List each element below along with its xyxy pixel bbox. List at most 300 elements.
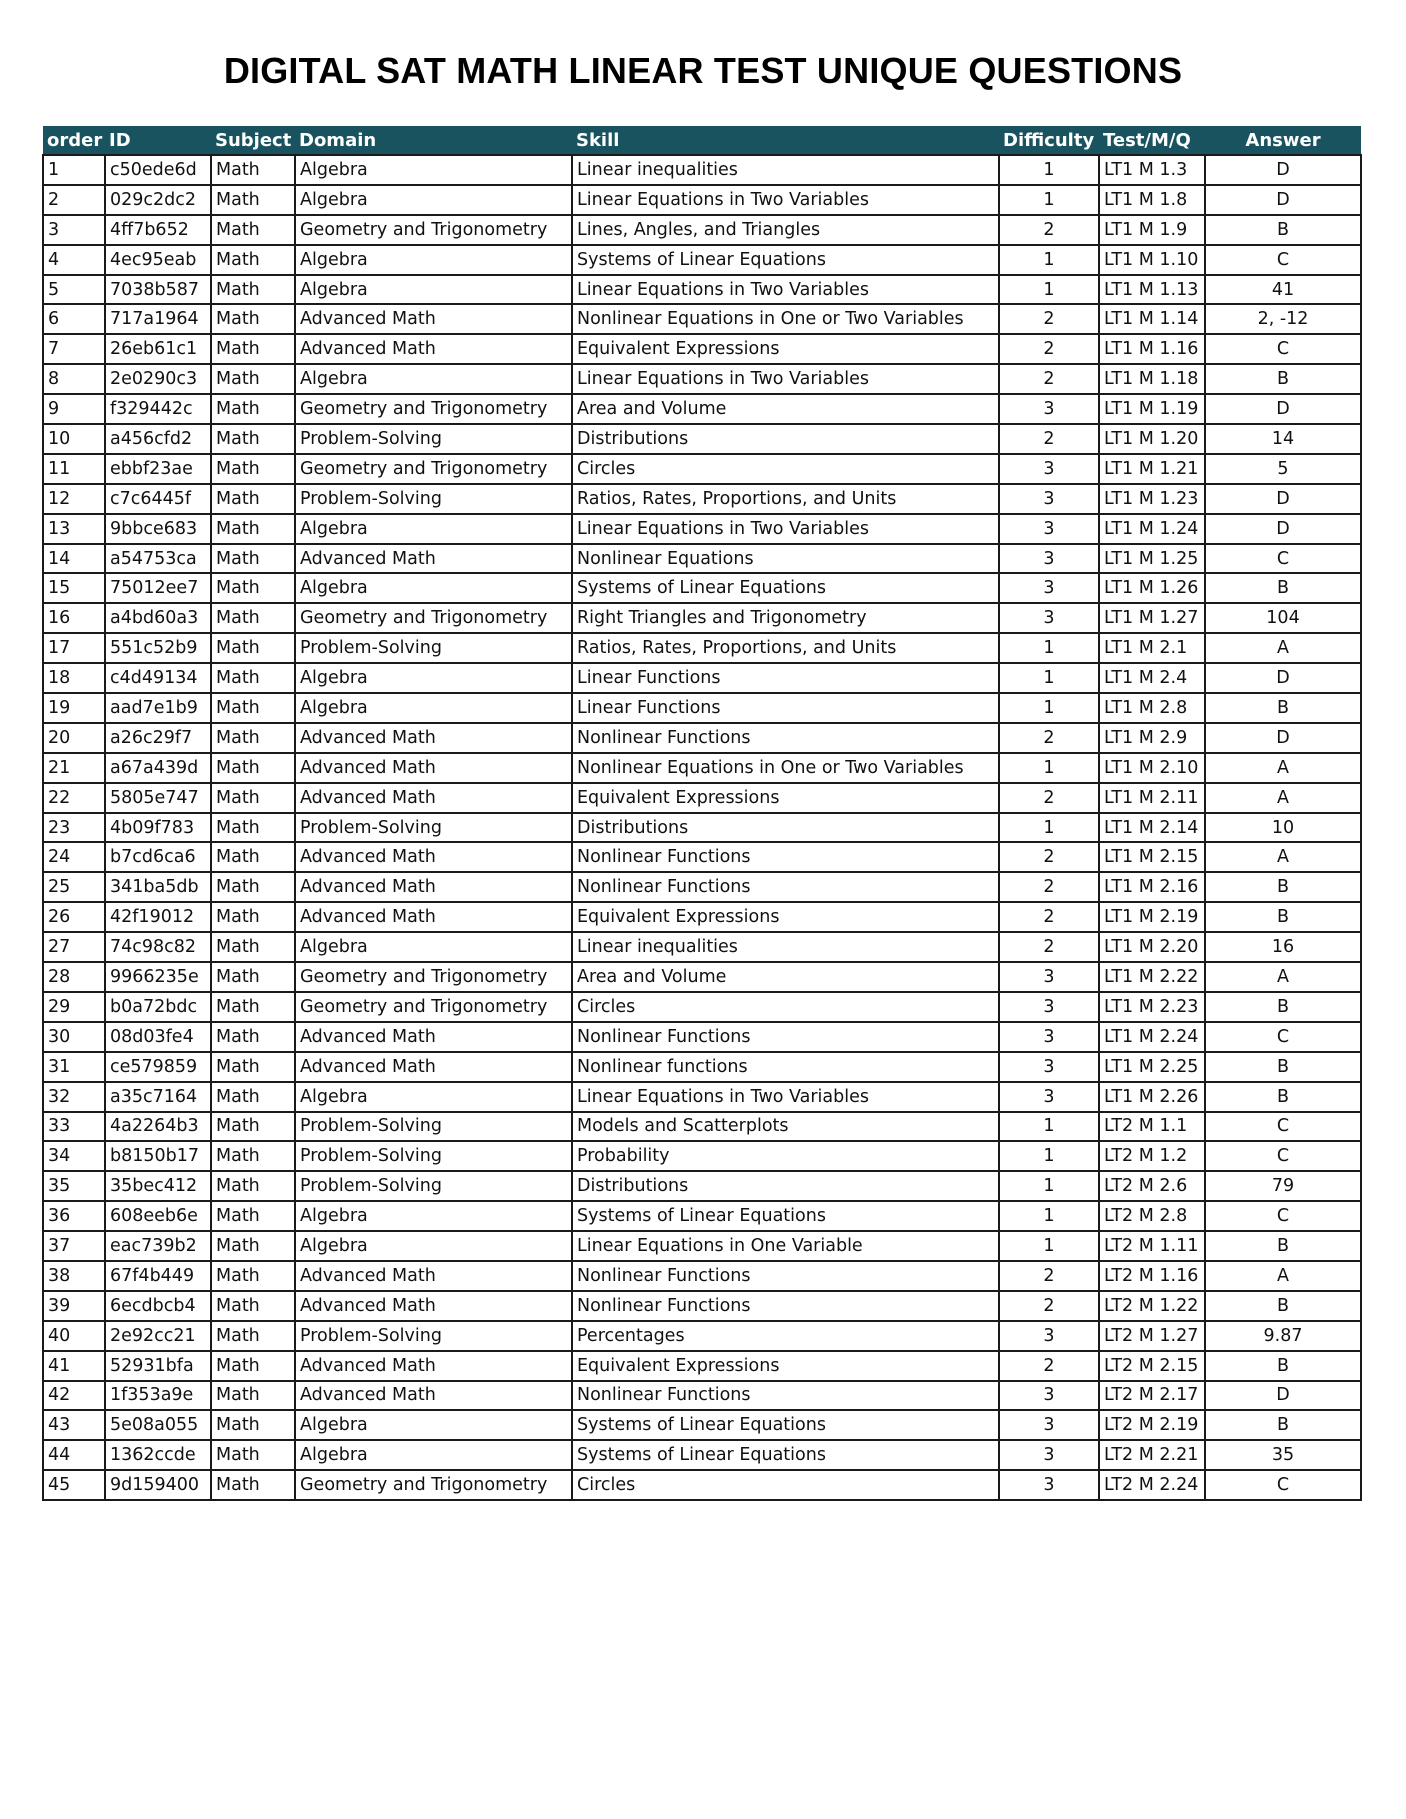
cell-skill: Distributions	[572, 424, 999, 454]
cell-difficulty: 1	[999, 1171, 1099, 1201]
page-title: DIGITAL SAT MATH LINEAR TEST UNIQUE QUESTIONS	[223, 50, 1183, 91]
cell-difficulty: 2	[999, 932, 1099, 962]
cell-domain: Algebra	[295, 1201, 572, 1231]
cell-domain: Algebra	[295, 1410, 572, 1440]
cell-test: LT2 M 1.11	[1099, 1231, 1205, 1261]
cell-order: 15	[43, 573, 105, 603]
table-body	[43, 155, 1361, 1500]
cell-order: 4	[43, 245, 105, 275]
cell-test: LT1 M 1.23	[1099, 484, 1205, 514]
cell-subject: Math	[211, 334, 295, 364]
cell-id: b7cd6ca6	[105, 842, 211, 872]
cell-answer: 10	[1205, 813, 1361, 843]
column-header-domain: Domain	[295, 126, 572, 155]
table-row	[43, 304, 1361, 334]
cell-domain: Problem-Solving	[295, 1171, 572, 1201]
cell-order: 26	[43, 902, 105, 932]
cell-skill: Linear Equations in Two Variables	[572, 1082, 999, 1112]
cell-subject: Math	[211, 1201, 295, 1231]
cell-subject: Math	[211, 663, 295, 693]
cell-test: LT1 M 2.25	[1099, 1052, 1205, 1082]
cell-id: c50ede6d	[105, 155, 211, 185]
cell-answer: C	[1205, 1141, 1361, 1171]
cell-subject: Math	[211, 275, 295, 305]
cell-subject: Math	[211, 1351, 295, 1381]
table-row	[43, 364, 1361, 394]
cell-skill: Area and Volume	[572, 394, 999, 424]
cell-skill: Linear inequalities	[572, 932, 999, 962]
cell-id: a54753ca	[105, 544, 211, 574]
cell-domain: Advanced Math	[295, 1052, 572, 1082]
cell-id: 08d03fe4	[105, 1022, 211, 1052]
cell-subject: Math	[211, 1410, 295, 1440]
cell-subject: Math	[211, 1052, 295, 1082]
cell-answer: 41	[1205, 275, 1361, 305]
cell-answer: B	[1205, 1291, 1361, 1321]
cell-test: LT1 M 2.15	[1099, 842, 1205, 872]
cell-id: 5e08a055	[105, 1410, 211, 1440]
cell-subject: Math	[211, 1381, 295, 1411]
cell-difficulty: 3	[999, 603, 1099, 633]
cell-domain: Geometry and Trigonometry	[295, 603, 572, 633]
cell-answer: C	[1205, 1022, 1361, 1052]
cell-skill: Ratios, Rates, Proportions, and Units	[572, 633, 999, 663]
cell-difficulty: 3	[999, 394, 1099, 424]
cell-difficulty: 2	[999, 723, 1099, 753]
cell-skill: Circles	[572, 454, 999, 484]
cell-domain: Algebra	[295, 1082, 572, 1112]
table-row	[43, 1141, 1361, 1171]
cell-skill: Lines, Angles, and Triangles	[572, 215, 999, 245]
cell-id: 1362ccde	[105, 1440, 211, 1470]
table-row	[43, 1291, 1361, 1321]
cell-id: 35bec412	[105, 1171, 211, 1201]
cell-subject: Math	[211, 872, 295, 902]
table-row	[43, 275, 1361, 305]
cell-domain: Advanced Math	[295, 753, 572, 783]
cell-order: 21	[43, 753, 105, 783]
cell-answer: A	[1205, 962, 1361, 992]
cell-domain: Problem-Solving	[295, 424, 572, 454]
cell-order: 9	[43, 394, 105, 424]
cell-answer: B	[1205, 1351, 1361, 1381]
cell-order: 24	[43, 842, 105, 872]
cell-test: LT1 M 2.20	[1099, 932, 1205, 962]
cell-answer: D	[1205, 723, 1361, 753]
cell-skill: Equivalent Expressions	[572, 902, 999, 932]
cell-id: 341ba5db	[105, 872, 211, 902]
cell-skill: Linear Functions	[572, 663, 999, 693]
cell-answer: B	[1205, 1082, 1361, 1112]
cell-subject: Math	[211, 1470, 295, 1500]
cell-order: 12	[43, 484, 105, 514]
cell-order: 28	[43, 962, 105, 992]
cell-skill: Circles	[572, 1470, 999, 1500]
cell-domain: Advanced Math	[295, 1261, 572, 1291]
cell-id: 52931bfa	[105, 1351, 211, 1381]
cell-id: 4b09f783	[105, 813, 211, 843]
cell-id: 4ec95eab	[105, 245, 211, 275]
column-header-order: order	[43, 126, 105, 155]
cell-domain: Problem-Solving	[295, 813, 572, 843]
cell-skill: Systems of Linear Equations	[572, 1201, 999, 1231]
cell-domain: Problem-Solving	[295, 1141, 572, 1171]
cell-order: 32	[43, 1082, 105, 1112]
cell-skill: Nonlinear Functions	[572, 1291, 999, 1321]
cell-skill: Percentages	[572, 1321, 999, 1351]
cell-test: LT1 M 1.20	[1099, 424, 1205, 454]
cell-test: LT1 M 1.21	[1099, 454, 1205, 484]
table-row	[43, 394, 1361, 424]
table-row	[43, 1440, 1361, 1470]
cell-answer: D	[1205, 155, 1361, 185]
cell-skill: Systems of Linear Equations	[572, 1410, 999, 1440]
cell-answer: C	[1205, 334, 1361, 364]
column-header-skill: Skill	[572, 126, 999, 155]
cell-id: a456cfd2	[105, 424, 211, 454]
cell-difficulty: 1	[999, 663, 1099, 693]
cell-difficulty: 3	[999, 1410, 1099, 1440]
cell-answer: A	[1205, 842, 1361, 872]
cell-order: 18	[43, 663, 105, 693]
cell-skill: Linear Equations in Two Variables	[572, 514, 999, 544]
cell-skill: Distributions	[572, 1171, 999, 1201]
cell-test: LT2 M 1.22	[1099, 1291, 1205, 1321]
table-row	[43, 992, 1361, 1022]
cell-test: LT1 M 1.10	[1099, 245, 1205, 275]
cell-difficulty: 2	[999, 1291, 1099, 1321]
cell-subject: Math	[211, 1321, 295, 1351]
cell-skill: Linear Equations in One Variable	[572, 1231, 999, 1261]
cell-test: LT1 M 1.8	[1099, 185, 1205, 215]
cell-answer: C	[1205, 544, 1361, 574]
cell-test: LT2 M 2.21	[1099, 1440, 1205, 1470]
cell-test: LT1 M 2.24	[1099, 1022, 1205, 1052]
cell-test: LT1 M 2.9	[1099, 723, 1205, 753]
table-row	[43, 514, 1361, 544]
cell-subject: Math	[211, 783, 295, 813]
cell-skill: Equivalent Expressions	[572, 783, 999, 813]
cell-subject: Math	[211, 753, 295, 783]
column-header-answer: Answer	[1205, 126, 1361, 155]
cell-order: 29	[43, 992, 105, 1022]
cell-answer: B	[1205, 573, 1361, 603]
cell-difficulty: 3	[999, 1440, 1099, 1470]
cell-id: 5805e747	[105, 783, 211, 813]
table-row	[43, 813, 1361, 843]
cell-domain: Geometry and Trigonometry	[295, 215, 572, 245]
cell-answer: B	[1205, 872, 1361, 902]
cell-answer: 5	[1205, 454, 1361, 484]
cell-subject: Math	[211, 1082, 295, 1112]
cell-test: LT1 M 1.26	[1099, 573, 1205, 603]
questions-table	[42, 126, 1362, 1501]
cell-answer: 16	[1205, 932, 1361, 962]
table-row	[43, 603, 1361, 633]
table-row	[43, 215, 1361, 245]
cell-test: LT1 M 2.8	[1099, 693, 1205, 723]
cell-domain: Advanced Math	[295, 783, 572, 813]
cell-subject: Math	[211, 902, 295, 932]
cell-answer: A	[1205, 753, 1361, 783]
cell-skill: Linear Equations in Two Variables	[572, 364, 999, 394]
column-header-test: Test/M/Q	[1099, 126, 1205, 155]
cell-skill: Nonlinear Functions	[572, 872, 999, 902]
cell-difficulty: 2	[999, 1351, 1099, 1381]
table-row	[43, 573, 1361, 603]
cell-skill: Nonlinear Equations	[572, 544, 999, 574]
cell-order: 17	[43, 633, 105, 663]
cell-order: 7	[43, 334, 105, 364]
cell-order: 34	[43, 1141, 105, 1171]
table-row	[43, 663, 1361, 693]
cell-answer: D	[1205, 394, 1361, 424]
cell-subject: Math	[211, 1022, 295, 1052]
cell-difficulty: 3	[999, 573, 1099, 603]
cell-test: LT1 M 2.14	[1099, 813, 1205, 843]
cell-subject: Math	[211, 992, 295, 1022]
cell-test: LT1 M 2.22	[1099, 962, 1205, 992]
cell-skill: Systems of Linear Equations	[572, 1440, 999, 1470]
cell-test: LT2 M 1.1	[1099, 1112, 1205, 1142]
table-row	[43, 783, 1361, 813]
cell-order: 40	[43, 1321, 105, 1351]
cell-difficulty: 2	[999, 902, 1099, 932]
cell-domain: Advanced Math	[295, 1022, 572, 1052]
cell-id: a67a439d	[105, 753, 211, 783]
cell-test: LT1 M 2.23	[1099, 992, 1205, 1022]
table-row	[43, 1112, 1361, 1142]
cell-id: 75012ee7	[105, 573, 211, 603]
cell-order: 10	[43, 424, 105, 454]
cell-answer: D	[1205, 484, 1361, 514]
cell-subject: Math	[211, 454, 295, 484]
cell-test: LT1 M 1.14	[1099, 304, 1205, 334]
table-row	[43, 1022, 1361, 1052]
cell-difficulty: 3	[999, 514, 1099, 544]
cell-id: b8150b17	[105, 1141, 211, 1171]
cell-domain: Algebra	[295, 1440, 572, 1470]
cell-skill: Nonlinear Functions	[572, 1022, 999, 1052]
cell-skill: Nonlinear Functions	[572, 1381, 999, 1411]
table-row	[43, 424, 1361, 454]
cell-difficulty: 2	[999, 872, 1099, 902]
cell-test: LT1 M 2.10	[1099, 753, 1205, 783]
cell-test: LT1 M 2.1	[1099, 633, 1205, 663]
cell-domain: Advanced Math	[295, 1351, 572, 1381]
cell-difficulty: 2	[999, 1261, 1099, 1291]
cell-domain: Geometry and Trigonometry	[295, 1470, 572, 1500]
cell-skill: Nonlinear Functions	[572, 1261, 999, 1291]
cell-subject: Math	[211, 573, 295, 603]
cell-test: LT1 M 2.19	[1099, 902, 1205, 932]
cell-skill: Linear Equations in Two Variables	[572, 185, 999, 215]
cell-domain: Algebra	[295, 185, 572, 215]
cell-answer: D	[1205, 185, 1361, 215]
cell-domain: Advanced Math	[295, 872, 572, 902]
cell-difficulty: 3	[999, 1321, 1099, 1351]
cell-subject: Math	[211, 813, 295, 843]
cell-difficulty: 1	[999, 155, 1099, 185]
cell-domain: Geometry and Trigonometry	[295, 962, 572, 992]
table-row	[43, 334, 1361, 364]
cell-order: 36	[43, 1201, 105, 1231]
cell-id: 9d159400	[105, 1470, 211, 1500]
cell-id: 9bbce683	[105, 514, 211, 544]
cell-subject: Math	[211, 424, 295, 454]
cell-order: 33	[43, 1112, 105, 1142]
cell-answer: C	[1205, 1112, 1361, 1142]
cell-difficulty: 1	[999, 275, 1099, 305]
cell-test: LT1 M 2.16	[1099, 872, 1205, 902]
cell-difficulty: 1	[999, 1201, 1099, 1231]
cell-id: a35c7164	[105, 1082, 211, 1112]
cell-subject: Math	[211, 1112, 295, 1142]
cell-subject: Math	[211, 245, 295, 275]
cell-id: c7c6445f	[105, 484, 211, 514]
cell-difficulty: 2	[999, 364, 1099, 394]
cell-domain: Advanced Math	[295, 1291, 572, 1321]
cell-id: 7038b587	[105, 275, 211, 305]
cell-id: ce579859	[105, 1052, 211, 1082]
cell-id: c4d49134	[105, 663, 211, 693]
table-row	[43, 753, 1361, 783]
table-row	[43, 544, 1361, 574]
cell-order: 37	[43, 1231, 105, 1261]
cell-answer: 79	[1205, 1171, 1361, 1201]
column-header-subject: Subject	[211, 126, 295, 155]
cell-difficulty: 3	[999, 1052, 1099, 1082]
cell-skill: Linear Equations in Two Variables	[572, 275, 999, 305]
cell-test: LT1 M 1.24	[1099, 514, 1205, 544]
cell-difficulty: 3	[999, 544, 1099, 574]
table-row	[43, 1201, 1361, 1231]
cell-id: 608eeb6e	[105, 1201, 211, 1231]
cell-answer: A	[1205, 783, 1361, 813]
cell-id: a26c29f7	[105, 723, 211, 753]
cell-domain: Advanced Math	[295, 723, 572, 753]
cell-difficulty: 1	[999, 1141, 1099, 1171]
cell-domain: Algebra	[295, 932, 572, 962]
cell-difficulty: 1	[999, 185, 1099, 215]
cell-difficulty: 3	[999, 1082, 1099, 1112]
cell-skill: Systems of Linear Equations	[572, 245, 999, 275]
cell-domain: Geometry and Trigonometry	[295, 454, 572, 484]
cell-answer: B	[1205, 1052, 1361, 1082]
cell-order: 39	[43, 1291, 105, 1321]
cell-id: 2e92cc21	[105, 1321, 211, 1351]
cell-id: b0a72bdc	[105, 992, 211, 1022]
cell-subject: Math	[211, 514, 295, 544]
cell-test: LT1 M 1.19	[1099, 394, 1205, 424]
cell-order: 42	[43, 1381, 105, 1411]
cell-difficulty: 3	[999, 1381, 1099, 1411]
cell-difficulty: 3	[999, 1022, 1099, 1052]
cell-id: 9966235e	[105, 962, 211, 992]
cell-order: 25	[43, 872, 105, 902]
cell-difficulty: 1	[999, 1231, 1099, 1261]
table-row	[43, 633, 1361, 663]
cell-difficulty: 3	[999, 992, 1099, 1022]
cell-order: 38	[43, 1261, 105, 1291]
cell-order: 30	[43, 1022, 105, 1052]
cell-subject: Math	[211, 693, 295, 723]
cell-id: eac739b2	[105, 1231, 211, 1261]
table-row	[43, 1381, 1361, 1411]
cell-test: LT1 M 1.13	[1099, 275, 1205, 305]
cell-id: a4bd60a3	[105, 603, 211, 633]
table-row	[43, 842, 1361, 872]
cell-subject: Math	[211, 185, 295, 215]
cell-test: LT1 M 1.9	[1099, 215, 1205, 245]
cell-domain: Geometry and Trigonometry	[295, 394, 572, 424]
table-row	[43, 902, 1361, 932]
cell-id: 67f4b449	[105, 1261, 211, 1291]
table-row	[43, 1231, 1361, 1261]
cell-skill: Nonlinear functions	[572, 1052, 999, 1082]
cell-difficulty: 2	[999, 334, 1099, 364]
cell-order: 20	[43, 723, 105, 753]
table-row	[43, 962, 1361, 992]
cell-answer: B	[1205, 902, 1361, 932]
cell-order: 41	[43, 1351, 105, 1381]
cell-answer: D	[1205, 1381, 1361, 1411]
cell-id: 4ff7b652	[105, 215, 211, 245]
cell-domain: Algebra	[295, 573, 572, 603]
cell-domain: Advanced Math	[295, 902, 572, 932]
cell-order: 5	[43, 275, 105, 305]
cell-order: 27	[43, 932, 105, 962]
cell-skill: Nonlinear Equations in One or Two Variables	[572, 304, 999, 334]
cell-id: aad7e1b9	[105, 693, 211, 723]
cell-answer: 9.87	[1205, 1321, 1361, 1351]
cell-answer: C	[1205, 1470, 1361, 1500]
cell-order: 45	[43, 1470, 105, 1500]
table-row	[43, 693, 1361, 723]
cell-order: 11	[43, 454, 105, 484]
cell-subject: Math	[211, 723, 295, 753]
cell-skill: Systems of Linear Equations	[572, 573, 999, 603]
cell-test: LT2 M 2.17	[1099, 1381, 1205, 1411]
cell-answer: 2, -12	[1205, 304, 1361, 334]
cell-subject: Math	[211, 633, 295, 663]
cell-difficulty: 1	[999, 753, 1099, 783]
cell-domain: Algebra	[295, 245, 572, 275]
table-row	[43, 1171, 1361, 1201]
cell-order: 35	[43, 1171, 105, 1201]
cell-test: LT1 M 2.26	[1099, 1082, 1205, 1112]
cell-difficulty: 1	[999, 1112, 1099, 1142]
cell-subject: Math	[211, 394, 295, 424]
cell-difficulty: 2	[999, 842, 1099, 872]
cell-answer: 104	[1205, 603, 1361, 633]
cell-test: LT1 M 1.16	[1099, 334, 1205, 364]
cell-id: 029c2dc2	[105, 185, 211, 215]
cell-answer: C	[1205, 1201, 1361, 1231]
cell-domain: Advanced Math	[295, 544, 572, 574]
cell-subject: Math	[211, 932, 295, 962]
table-row	[43, 245, 1361, 275]
cell-domain: Problem-Solving	[295, 1112, 572, 1142]
cell-test: LT1 M 1.25	[1099, 544, 1205, 574]
cell-test: LT2 M 2.15	[1099, 1351, 1205, 1381]
cell-difficulty: 2	[999, 783, 1099, 813]
cell-difficulty: 2	[999, 304, 1099, 334]
cell-domain: Algebra	[295, 514, 572, 544]
cell-domain: Geometry and Trigonometry	[295, 992, 572, 1022]
cell-order: 44	[43, 1440, 105, 1470]
cell-order: 13	[43, 514, 105, 544]
